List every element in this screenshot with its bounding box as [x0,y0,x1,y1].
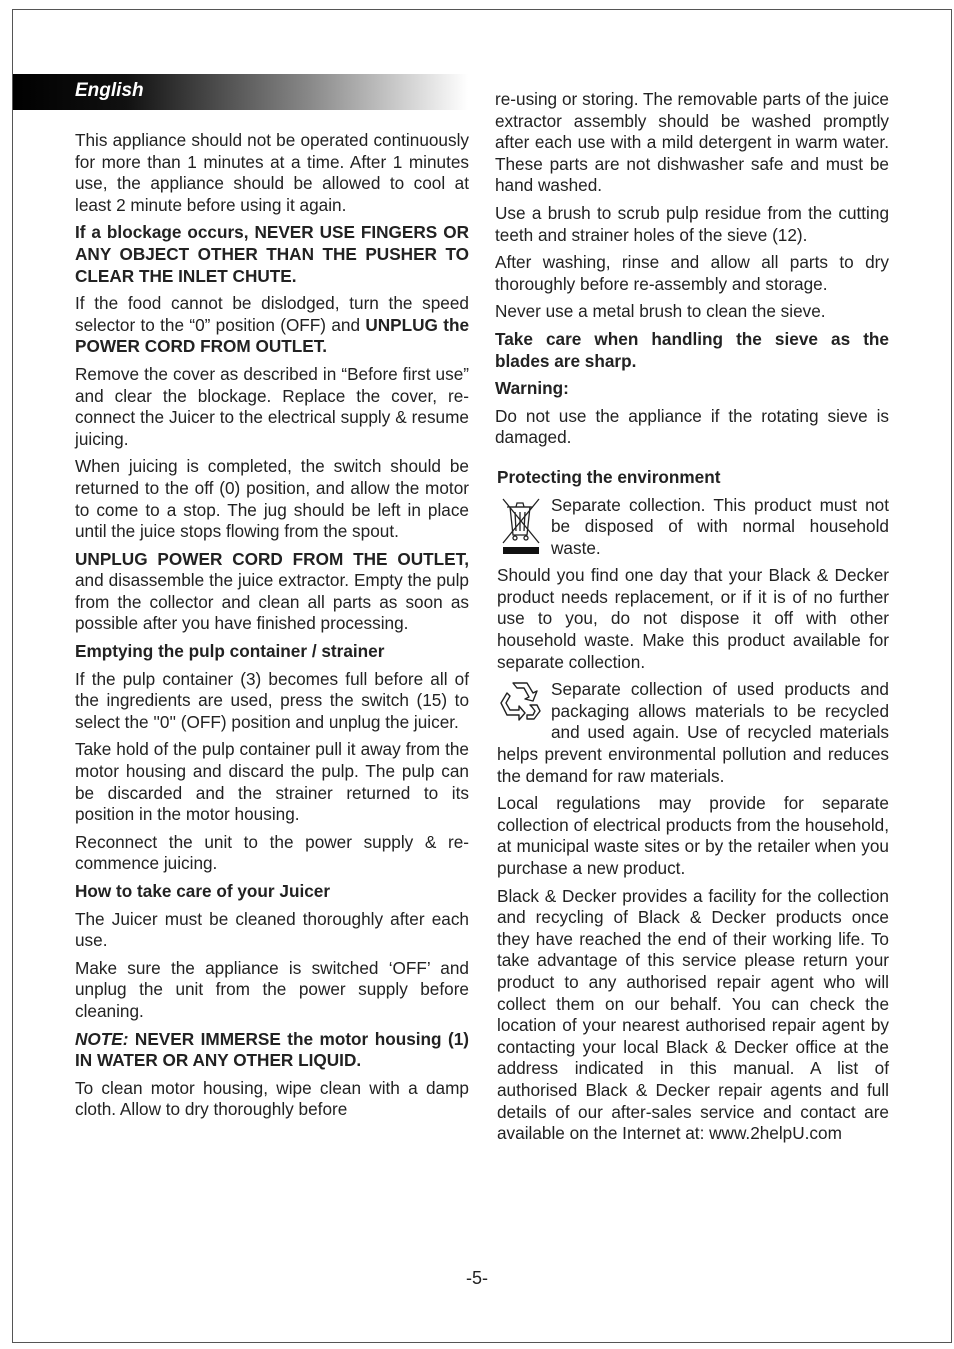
paragraph: re-using or storing. The removable parts of the juice extractor assembly should be washed promptly after each use with a mild detergent in warm water. These parts are not dishwasher safe and must be hand washed. [495,89,889,196]
sieve-warning: Take care when handling the sieve as the blades are sharp. [495,328,889,371]
language-label: English [75,80,144,101]
section-heading: Emptying the pulp container / strainer [75,641,385,662]
paragraph: After washing, rinse and allow all parts to dry thoroughly before re-assembly and storage. [495,252,889,294]
paragraph: If the pulp container (3) becomes full before all of the ingredients are used, press the switch (15) to select the ''0'' (OFF) position and unplug the juicer. [75,668,469,732]
paragraph-text: If the food cannot be dislodged, turn the speed selector to the “0” position (OFF) and [75,293,469,335]
paragraph-text: Separate collection of used products and packaging allows materials to be recycled and used again. Use of recycled materials helps prevent environmental pollution and reduces the demand for raw materials. [497,679,889,786]
paragraph: Use a brush to scrub pulp residue from the cutting teeth and strainer holes of the sieve (12). [495,202,889,245]
paragraph: Take hold of the pulp container pull it away from the motor housing and discard the pulp. The pulp can be discarded and the strainer returned to its position in the motor housing. [75,739,469,825]
crossed-out-bin-icon [497,495,543,555]
warning-heading: Warning: [495,378,569,399]
recycle-icon [497,679,543,723]
unplug-warning: UNPLUG POWER CORD FROM THE OUTLET, [75,548,469,569]
language-header-bar [13,74,468,110]
section-heading: How to take care of your Juicer [75,881,331,901]
paragraph: When juicing is completed, the switch should be returned to the off (0) position, and allow the motor to come to a stop. The jug should be left in place until the juice stops flowing from the spout. [75,456,469,542]
paragraph: The Juicer must be cleaned thoroughly after each use. [75,908,469,951]
unplug-warning: UNPLUG the POWER CORD FROM OUTLET. [75,314,470,357]
paragraph: Local regulations may provide for separate collection of electrical products from the household, at municipal waste sites or by the retailer when you purchase a new product. [497,793,889,878]
note-label: NOTE: [75,1028,129,1049]
immerse-note [75,1029,469,1072]
paragraph-text: Separate collection. This product must not be disposed of with normal household waste. [551,494,889,558]
paragraph-text: and disassemble the juice extractor. Empty the pulp from the collector and clean all parts as soon as possible after you have finished processing. [75,570,469,634]
paragraph: Should you find one day that your Black & Decker product needs replacement, or if it is of no further use to you, do not dispose it off with other household waste. Make this product available for separate collection. [497,565,889,672]
blockage-warning: If a blockage occurs, NEVER USE FINGERS OR ANY OBJECT OTHER THAN THE PUSHER TO CLEAR THE INLET CHUTE. [75,222,469,286]
paragraph [75,549,469,635]
section-heading: Protecting the environment [497,466,721,487]
paragraph: Remove the cover as described in “Before first use” and clear the blockage. Replace the cover, re-connect the Juicer to the electrical supply & resume juicing. [75,363,469,449]
paragraph: This appliance should not be operated continuously for more than 1 minutes at a time. After 1 minutes use, the appliance should be allowed to cool at least 2 minute before using it again. [75,130,469,215]
paragraph: Black & Decker provides a facility for the collection and recycling of Black & Decker products once they have reached the end of their working life. To take advantage of this service please return your product to any authorised repair agent who will collect them on our behalf. You can check the location of your nearest authorised repair agent by contacting your local Black & Decker office at the address indicated in this manual. A list of authorised Black & Decker repair agents and full details of our after-sales service and contact are available on the Internet at: www.2helpU.com [497,885,889,1144]
page-number: -5- [466,1268,488,1288]
paragraph: To clean motor housing, wipe clean with a damp cloth. Allow to dry thoroughly before [75,1077,469,1120]
paragraph: Make sure the appliance is switched ‘OFF’ and unplug the unit from the power supply before cleaning. [75,957,469,1021]
recycle-paragraph [495,679,889,787]
paragraph: Never use a metal brush to clean the sieve. [495,301,826,322]
weee-paragraph [495,495,889,560]
paragraph [75,293,469,358]
note-text: NEVER IMMERSE the motor housing (1) IN WATER OR ANY OTHER LIQUID. [75,1028,469,1071]
right-column [495,89,889,1145]
paragraph: Do not use the appliance if the rotating sieve is damaged. [495,405,889,448]
left-column [75,130,469,1121]
paragraph: Reconnect the unit to the power supply & re-commence juicing. [75,831,469,874]
